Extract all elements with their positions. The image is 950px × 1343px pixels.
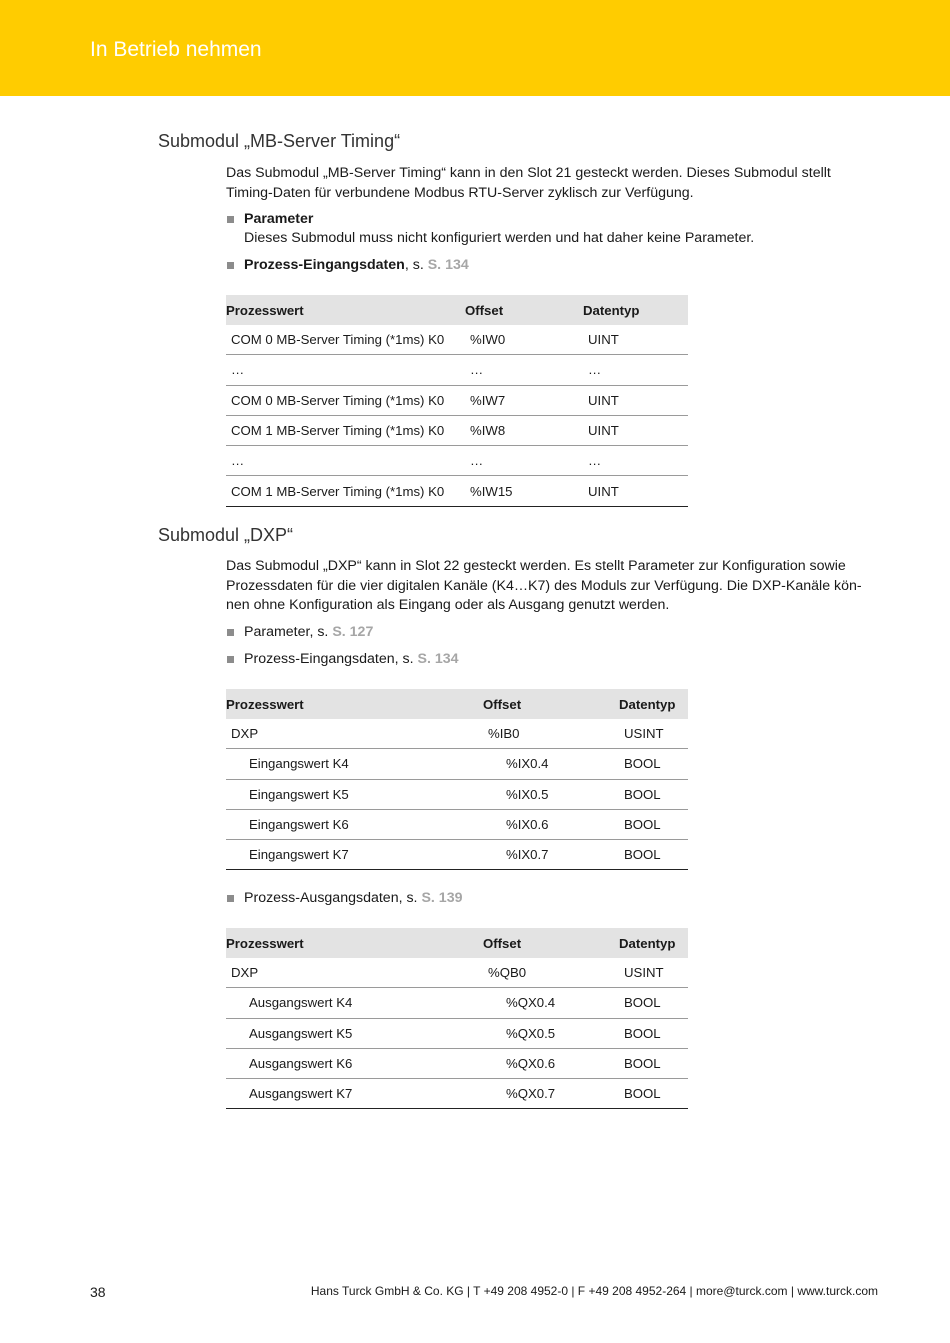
column-header-datentyp: Datentyp [583,295,688,325]
cell-datentyp: UINT [583,325,688,355]
bullet-parameter-ref-text [244,623,373,643]
cell-offset: %IX0.5 [483,779,619,809]
bullet-parameter-title: Parameter [244,211,314,227]
cell-datentyp: BOOL [619,1048,688,1078]
column-header-datentyp: Datentyp [619,689,688,719]
bullet-process-input-ref-text [244,650,459,670]
cell-prozesswert: COM 1 MB-Server Timing (*1ms) K0 [226,415,465,445]
bullet-square-icon [227,629,234,636]
cell-datentyp: BOOL [619,779,688,809]
page-reference-link[interactable]: S. 127 [332,624,374,640]
bullet-process-input-text [244,256,469,276]
cell-datentyp: BOOL [619,840,688,870]
cell-datentyp: … [583,355,688,385]
table-row [226,1018,688,1048]
column-header-offset: Offset [483,689,619,719]
table-row [226,840,688,870]
column-header-datentyp: Datentyp [619,928,688,958]
column-header-offset: Offset [465,295,583,325]
page-header-band [0,0,950,96]
page-number: 38 [90,1284,106,1300]
table-row [226,719,688,749]
cell-offset: %IW0 [465,325,583,355]
bullet-process-output-ref-text [244,889,462,909]
cell-prozesswert: DXP [226,958,483,988]
cell-datentyp: USINT [619,719,688,749]
table-row [226,1079,688,1109]
table-row [226,958,688,988]
cell-prozesswert: COM 1 MB-Server Timing (*1ms) K0 [226,476,465,506]
mb-server-timing-table [226,295,688,507]
bullet-process-input-title: Prozess-Eingangsdaten [244,257,405,273]
cell-offset: %QX0.6 [483,1048,619,1078]
cell-prozesswert: Eingangswert K6 [226,809,483,839]
dxp-input-table [226,689,688,870]
bullet-square-icon [227,262,234,269]
section1-intro [226,164,884,203]
section1-intro-line1: Das Submodul „MB-Server Timing“ kann in den Slot 21 gesteckt werden. Dieses Submodul stellt [226,165,831,181]
bullet-separator: , s. [404,257,428,273]
cell-offset: %QX0.7 [483,1079,619,1109]
bullet-label: Prozess-Eingangsdaten, s. [244,651,418,667]
table-row [226,809,688,839]
cell-datentyp: USINT [619,958,688,988]
table-row [226,385,688,415]
table-header-row [226,295,688,325]
cell-prozesswert: … [226,446,465,476]
cell-offset: %IW8 [465,415,583,445]
cell-prozesswert: Eingangswert K7 [226,840,483,870]
table-row [226,355,688,385]
page-reference-link[interactable]: S. 134 [417,651,459,667]
cell-prozesswert: COM 0 MB-Server Timing (*1ms) K0 [226,385,465,415]
cell-datentyp: BOOL [619,809,688,839]
table-header-row [226,928,688,958]
cell-datentyp: BOOL [619,1018,688,1048]
cell-datentyp: UINT [583,415,688,445]
table-row [226,988,688,1018]
bullet-label: Prozess-Ausgangsdaten, s. [244,890,422,906]
column-header-offset: Offset [483,928,619,958]
table-header-row [226,689,688,719]
table-row [226,476,688,506]
section-title-dxp: Submodul „DXP“ [158,525,294,545]
cell-offset: %IX0.6 [483,809,619,839]
section2-intro-line2: Prozessdaten für die vier digitalen Kanäle (K4…K7) des Moduls zur Verfügung. Die DXP-Kanäle kön- [226,577,862,594]
cell-datentyp: BOOL [619,749,688,779]
dxp-output-table [226,928,688,1109]
cell-prozesswert: COM 0 MB-Server Timing (*1ms) K0 [226,325,465,355]
bullet-square-icon [227,216,234,223]
section2-intro-line3: nen ohne Konfiguration als Eingang oder als Ausgang genutzt werden. [226,597,670,613]
cell-prozesswert: DXP [226,719,483,749]
cell-prozesswert: Ausgangswert K6 [226,1048,483,1078]
footer-company-info: Hans Turck GmbH & Co. KG | T +49 208 4952-0 | F +49 208 4952-264 | more@turck.com | www.turck.com [310,1284,878,1298]
cell-prozesswert: Ausgangswert K5 [226,1018,483,1048]
page-reference-link[interactable]: S. 139 [421,890,463,906]
chapter-title: In Betrieb nehmen [90,38,262,61]
bullet-label: Parameter, s. [244,624,333,640]
section2-intro-line1: Das Submodul „DXP“ kann in Slot 22 gesteckt werden. Es stellt Parameter zur Konfiguration sowie [226,558,846,574]
bullet-parameter-text: Dieses Submodul muss nicht konfiguriert werden und hat daher keine Parameter. [244,230,755,246]
section1-intro-line2: Timing-Daten für verbundene Modbus RTU-Server zyklisch zur Verfügung. [226,184,694,201]
cell-offset: %QX0.5 [483,1018,619,1048]
cell-offset: %QX0.4 [483,988,619,1018]
bullet-square-icon [227,656,234,663]
column-header-prozesswert: Prozesswert [226,928,483,958]
cell-prozesswert: Ausgangswert K7 [226,1079,483,1109]
cell-datentyp: BOOL [619,1079,688,1109]
cell-prozesswert: Eingangswert K5 [226,779,483,809]
table-row [226,749,688,779]
bullet-square-icon [227,895,234,902]
table-row [226,415,688,445]
section-title-mb-server-timing: Submodul „MB-Server Timing“ [158,131,401,151]
table-row [226,779,688,809]
column-header-prozesswert: Prozesswert [226,295,465,325]
cell-prozesswert: … [226,355,465,385]
cell-prozesswert: Eingangswert K4 [226,749,483,779]
cell-offset: … [465,355,583,385]
cell-offset: %IB0 [483,719,619,749]
cell-offset: %IW15 [465,476,583,506]
cell-offset: %IX0.4 [483,749,619,779]
cell-offset: %QB0 [483,958,619,988]
cell-offset: … [465,446,583,476]
table-row [226,325,688,355]
page-reference-link[interactable]: S. 134 [427,257,469,273]
cell-offset: %IW7 [465,385,583,415]
cell-offset: %IX0.7 [483,840,619,870]
cell-datentyp: UINT [583,385,688,415]
cell-datentyp: … [583,446,688,476]
section2-intro [226,557,884,616]
column-header-prozesswert: Prozesswert [226,689,483,719]
table-row [226,1048,688,1078]
cell-prozesswert: Ausgangswert K4 [226,988,483,1018]
cell-datentyp: BOOL [619,988,688,1018]
cell-datentyp: UINT [583,476,688,506]
table-row [226,446,688,476]
